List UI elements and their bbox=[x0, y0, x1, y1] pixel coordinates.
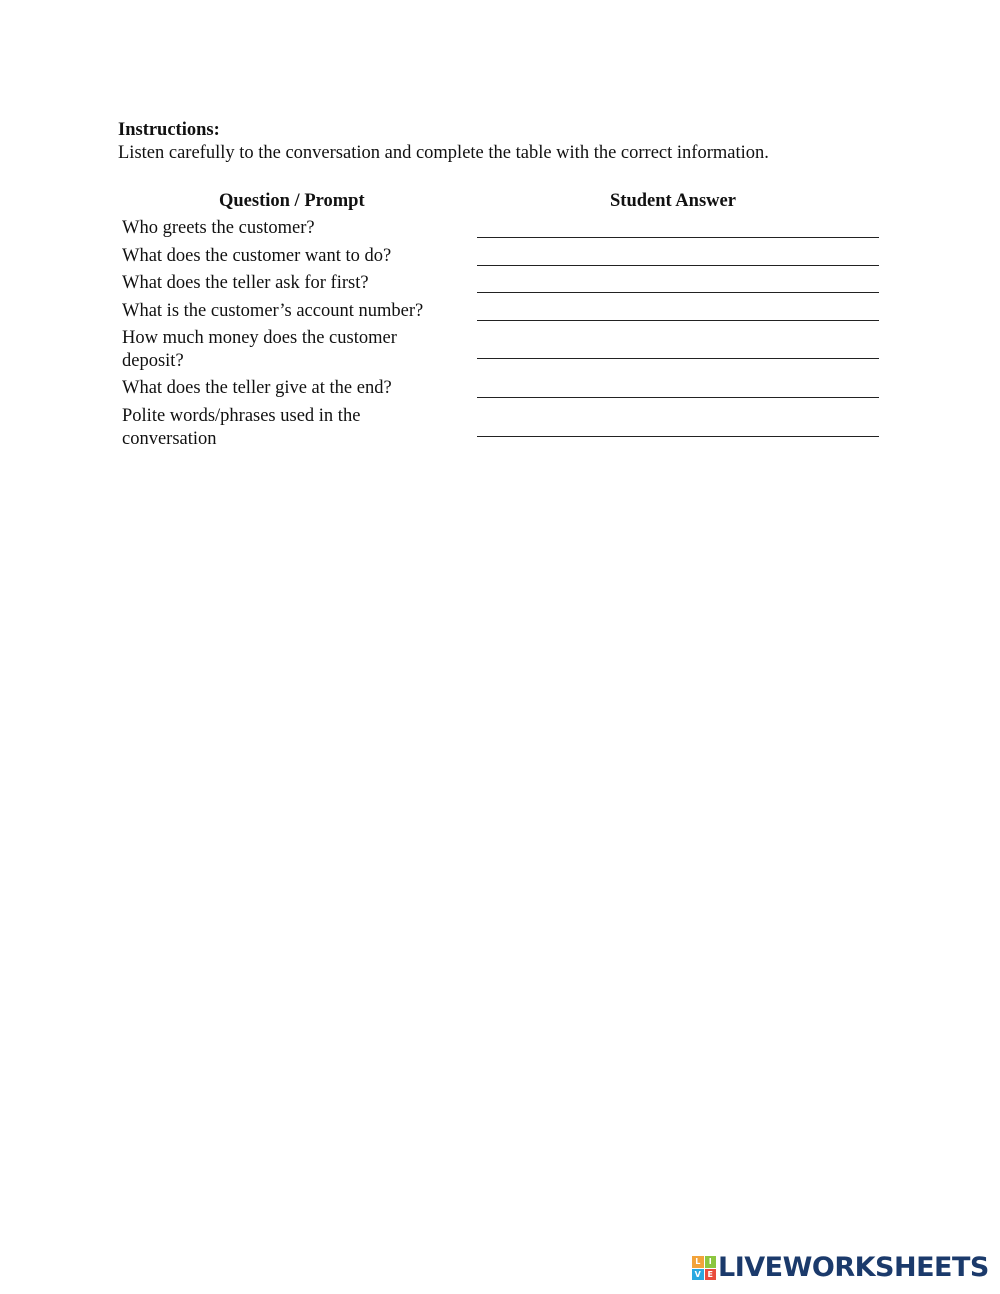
answer-line[interactable] bbox=[477, 358, 879, 359]
instructions-text: Listen carefully to the conversation and complete the table with the correct information. bbox=[118, 143, 769, 163]
question-text: How much money does the customer deposit? bbox=[122, 328, 397, 371]
answer-line[interactable] bbox=[477, 292, 879, 293]
question-text: What does the teller ask for first? bbox=[122, 273, 369, 293]
answer-line[interactable] bbox=[477, 237, 879, 238]
logo-tile: E bbox=[705, 1269, 717, 1281]
question-text: What does the teller give at the end? bbox=[122, 378, 392, 398]
logo-tile: I bbox=[705, 1256, 717, 1268]
answer-line[interactable] bbox=[477, 436, 879, 437]
liveworksheets-logo-icon bbox=[692, 1256, 716, 1280]
answer-line[interactable] bbox=[477, 320, 879, 321]
question-text: What does the customer want to do? bbox=[122, 246, 392, 266]
logo-tile: V bbox=[692, 1269, 704, 1281]
instructions-block bbox=[118, 119, 769, 164]
answer-line[interactable] bbox=[477, 265, 879, 266]
question-text: Who greets the customer? bbox=[122, 218, 315, 238]
question-column-header: Question / Prompt bbox=[219, 191, 365, 211]
instructions-title: Instructions: bbox=[118, 120, 220, 140]
question-text: Polite words/phrases used in the conversation bbox=[122, 406, 361, 449]
brand-wordmark: LIVEWORKSHEETS bbox=[718, 1252, 989, 1283]
answer-line[interactable] bbox=[477, 397, 879, 398]
liveworksheets-brand bbox=[692, 1252, 989, 1284]
answer-column-header: Student Answer bbox=[610, 191, 736, 211]
logo-tile: L bbox=[692, 1256, 704, 1268]
question-text: What is the customer’s account number? bbox=[122, 301, 424, 321]
